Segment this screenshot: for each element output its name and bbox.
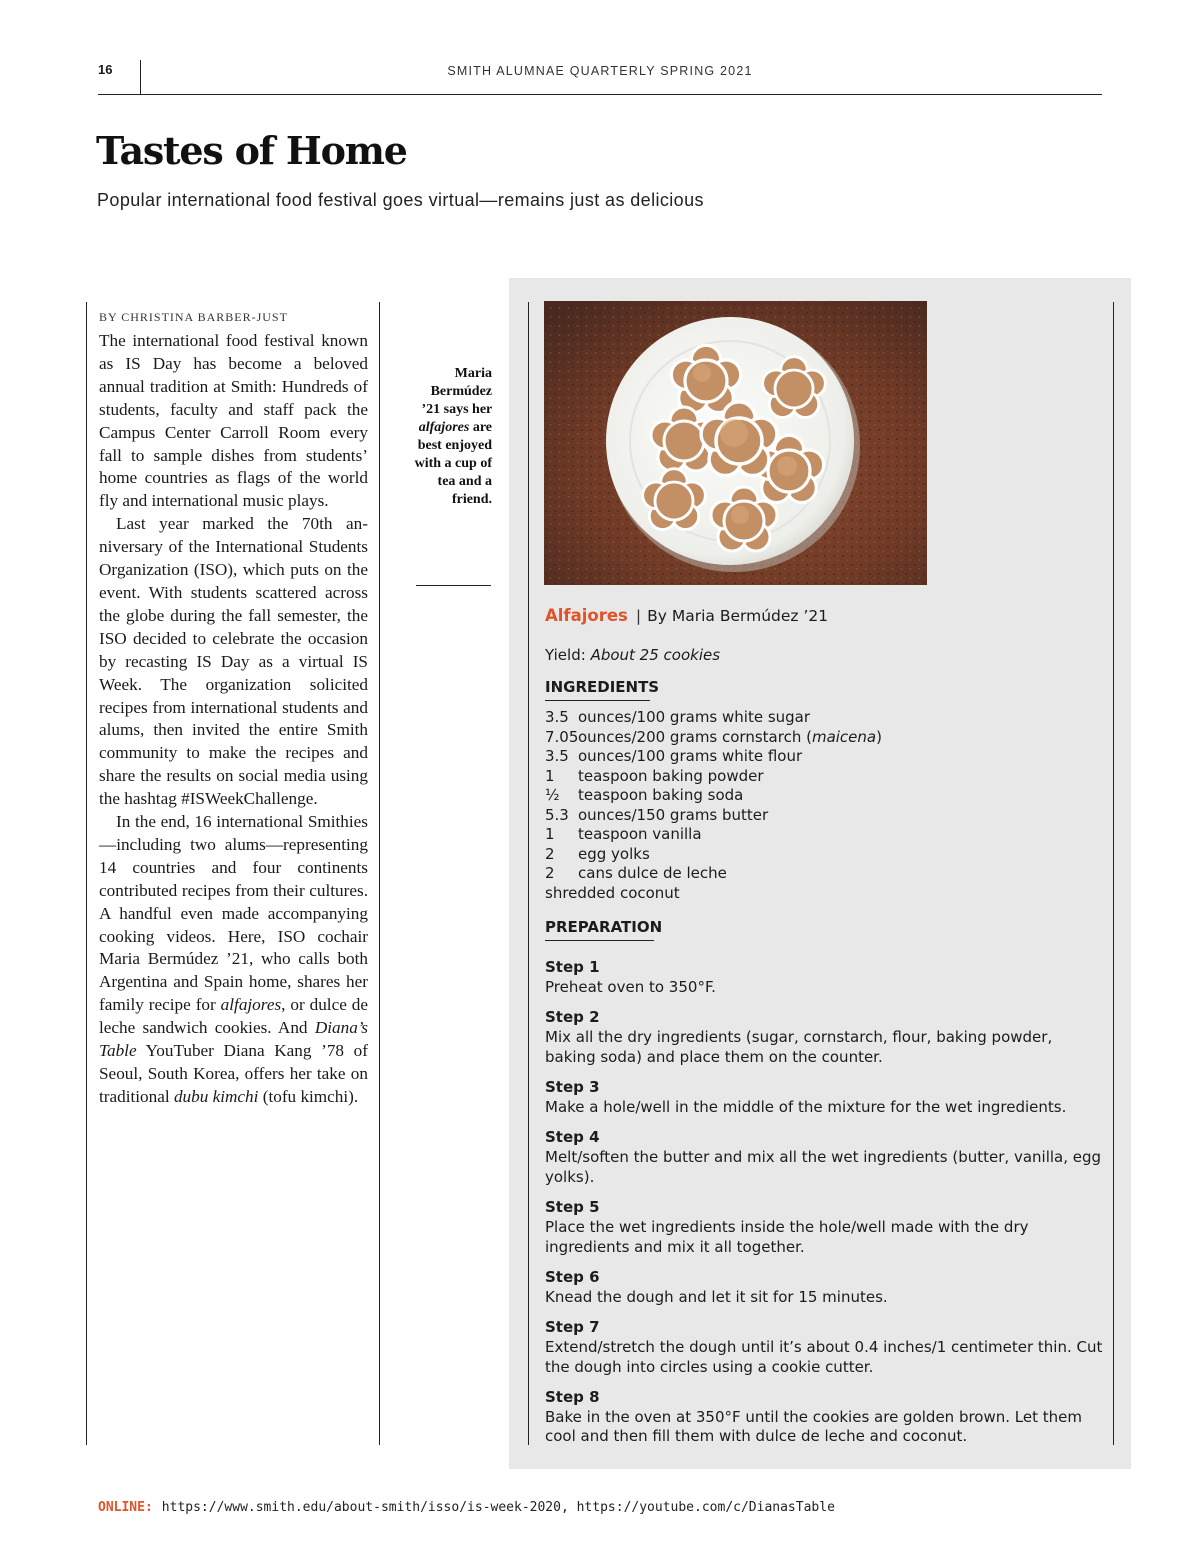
- alfajores-photo-illustration: [544, 301, 927, 585]
- ingredients-heading: INGREDIENTS: [545, 678, 650, 701]
- recipe-step: [545, 1388, 1105, 1447]
- step-text: Knead the dough and let it sit for 15 minutes.: [545, 1287, 888, 1306]
- ingredient-desc: egg yolks: [578, 844, 650, 863]
- step-text: Bake in the oven at 350°F until the cookies are golden brown. Let them cool and then fill them with dulce de leche and coconut.: [545, 1407, 1082, 1446]
- alfajores-photo: [544, 301, 927, 585]
- preparation-heading: PREPARATION: [545, 918, 654, 941]
- column-rule: [528, 302, 529, 1445]
- ingredient-row: [545, 786, 882, 806]
- caption-text: Maria Bermúdez ’21 says her: [421, 366, 492, 417]
- recipe-title: Alfajores: [545, 606, 628, 625]
- recipe-separator: |: [635, 607, 642, 625]
- ingredient-qty: 1: [545, 766, 555, 785]
- online-urls[interactable]: https://www.smith.edu/about-smith/isso/is-week-2020, https://youtube.com/c/DianasTable: [161, 1500, 835, 1515]
- step-text: Melt/soften the butter and mix all the wet ingredients (butter, vanilla, egg yolks).: [545, 1147, 1102, 1186]
- ingredient-desc: ounces/150 grams butter: [578, 805, 769, 824]
- recipe-step: [545, 1198, 1105, 1257]
- ingredient-desc: teaspoon vanilla: [578, 825, 702, 843]
- ingredient-qty: 7.05: [545, 727, 579, 746]
- article-subtitle: Popular international food festival goes virtual—remains just as delicious: [97, 190, 704, 210]
- text-run: (tofu kimchi).: [258, 1086, 359, 1106]
- ingredient-desc-italic: maicena: [811, 727, 877, 746]
- step-label: Step 8: [545, 1387, 600, 1406]
- italic-run: dubu kimchi: [173, 1086, 259, 1106]
- column-rule: [379, 302, 380, 1445]
- recipe-step: [545, 958, 1105, 998]
- ingredient-desc: ounces/100 grams white flour: [578, 747, 803, 765]
- ingredients-list: [545, 708, 882, 903]
- ingredient-qty: 2: [545, 844, 555, 863]
- caption-rule: [416, 585, 491, 586]
- body-paragraph: The international food festival known as IS Day has become a beloved annual tradition at Smith: Hundreds of students, faculty and staff pack the Campus Center Carroll Room every fall to sample dishes from students’ home countries as flags of the world fly and international music plays.: [99, 331, 368, 511]
- recipe-step: [545, 1128, 1105, 1187]
- recipe-header: [545, 606, 828, 625]
- ingredient-qty: 3.5: [545, 708, 569, 726]
- article-title: Tastes of Home: [96, 128, 407, 173]
- ingredient-desc: cans dulce de leche: [578, 864, 727, 882]
- step-label: Step 4: [545, 1128, 600, 1147]
- ingredient-row: [545, 708, 882, 728]
- preparation-steps: [545, 958, 1105, 1458]
- ingredient-desc: teaspoon baking soda: [578, 786, 744, 804]
- ingredient-row: [545, 767, 882, 787]
- ingredient-desc: ): [876, 727, 882, 746]
- ingredient-qty: 1: [545, 825, 555, 843]
- body-paragraph: [99, 811, 368, 1109]
- text-run: , or dulce de leche sandwich cookies. And: [99, 995, 368, 1038]
- header-rule: [98, 94, 1102, 95]
- step-text: Place the wet ingredients inside the hole/well made with the dry ingredients and mix it all together.: [545, 1217, 1029, 1256]
- ingredient-qty: 3.5: [545, 747, 569, 765]
- yield-value: About 25 cookies: [590, 646, 721, 664]
- step-label: Step 3: [545, 1077, 600, 1096]
- text-run: In the end, 16 international Smithies—including two alums—representing 14 countries and four continents contributed recipes from their cultures. A handful even made accompanying cooking videos. Here, ISO cochair Maria Bermúdez ’21, who calls both Argentina and Spain home, shares her family recipe for: [99, 812, 368, 1015]
- photo-caption: [410, 365, 492, 509]
- ingredient-row: [545, 845, 882, 865]
- column-rule: [1113, 302, 1114, 1445]
- recipe-step: [545, 1078, 1105, 1118]
- caption-italic: alfajores: [418, 420, 470, 435]
- ingredient-qty: ½: [545, 786, 560, 804]
- column-rule: [86, 302, 87, 1445]
- byline: BY CHRISTINA BARBER-JUST: [99, 310, 288, 324]
- body-paragraph: Last year marked the 70th anniversary of the International Students Organization (ISO), which puts on the event. With students scattered across the globe during the fall semester, the ISO decided to celebrate the occasion by recasting IS Day as a virtual IS Week. The organization solicited recipes from international students and alums, then invited the entire Smith community to make the recipes and share the results on social media using the hashtag #ISWeekChallenge.: [99, 514, 368, 809]
- step-text: Make a hole/well in the middle of the mixture for the wet ingredients.: [545, 1097, 1067, 1116]
- online-label: ONLINE:: [98, 1500, 153, 1515]
- step-label: Step 1: [545, 958, 600, 976]
- caption-text: are best enjoyed with a cup of tea and a friend.: [414, 420, 492, 507]
- step-label: Step 2: [545, 1008, 600, 1027]
- ingredient-desc: ounces/200 grams cornstarch (: [578, 727, 812, 746]
- italic-run: alfajores: [220, 995, 282, 1015]
- yield-label: Yield:: [545, 646, 586, 664]
- recipe-author: By Maria Bermúdez ’21: [647, 607, 829, 625]
- text-run: YouTuber Diana Kang ’78 of Seoul, South Korea, offers her take on traditional: [99, 1041, 368, 1106]
- step-label: Step 7: [545, 1317, 600, 1336]
- running-head: SMITH ALUMNAE QUARTERLY SPRING 2021: [447, 64, 753, 78]
- step-text: Mix all the dry ingredients (sugar, cornstarch, flour, baking powder, baking soda) and place them on the counter.: [545, 1027, 1053, 1066]
- ingredient-row: [545, 884, 882, 904]
- ingredient-desc: shredded coconut: [545, 883, 680, 902]
- step-label: Step 5: [545, 1197, 600, 1216]
- ingredient-desc: ounces/100 grams white sugar: [578, 708, 811, 726]
- italic-run: Diana’s Table: [99, 1018, 368, 1061]
- ingredient-row: [545, 728, 882, 748]
- ingredient-row: [545, 825, 882, 845]
- recipe-step: [545, 1008, 1105, 1067]
- ingredient-row: [545, 864, 882, 884]
- recipe-yield: [545, 646, 720, 664]
- recipe-step: [545, 1268, 1105, 1308]
- online-links: [98, 1500, 835, 1515]
- recipe-step: [545, 1318, 1105, 1377]
- article-body: [99, 330, 368, 1109]
- ingredient-qty: 2: [545, 864, 555, 882]
- ingredient-desc: teaspoon baking powder: [578, 766, 764, 785]
- step-text: Preheat oven to 350°F.: [545, 977, 716, 996]
- page-number: 16: [98, 62, 113, 77]
- step-text: Extend/stretch the dough until it’s about 0.4 inches/1 centimeter thin. Cut the dough into circles using a cookie cutter.: [545, 1337, 1103, 1376]
- ingredient-qty: 5.3: [545, 805, 569, 824]
- ingredient-row: [545, 806, 882, 826]
- ingredient-row: [545, 747, 882, 767]
- step-label: Step 6: [545, 1267, 600, 1286]
